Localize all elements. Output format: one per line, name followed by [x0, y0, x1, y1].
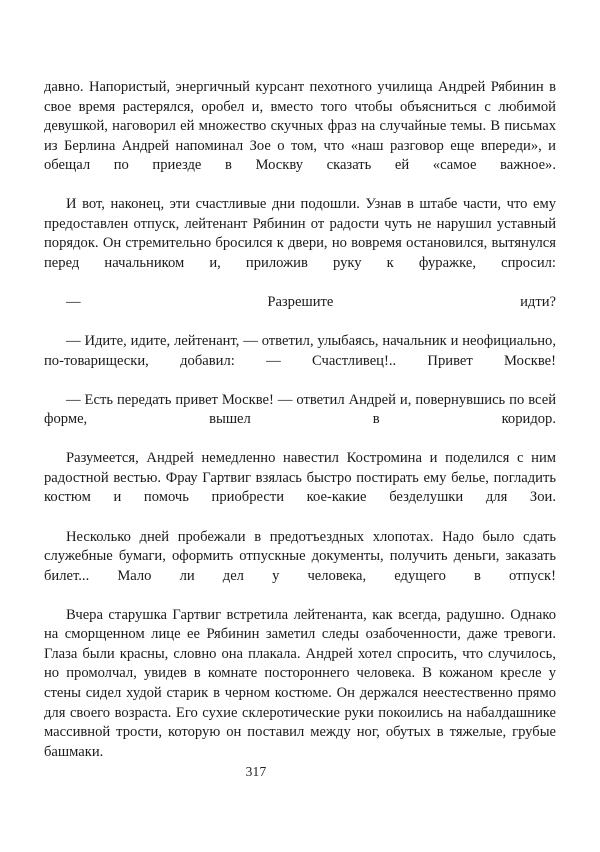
paragraph-1: давно. Напористый, энергичный курсант пехотного училища Андрей Рябинин в свое время растерялся, оробел и, вместо того чтобы объясниться с любимой девушкой, наговорил ей множество скучных фраз на случайные темы. В письмах из Берлина Андрей напоминал Зое о том, что «наш разговор еще впереди», и обещал по приезде в Москву сказать ей «самое важное».	[44, 79, 556, 174]
paragraph-2: И вот, наконец, эти счастливые дни подошли. Узнав в штабе части, что ему предоставлен отпуск, лейтенант Рябинин от радости чуть не нарушил уставный порядок. Он стремительно бросился к двери, но вовремя остановился, вытянулся перед начальником и, приложив руку к фуражке, спросил:	[44, 196, 556, 271]
dialogue-line-3: — Есть передать привет Москве! — ответил Андрей и, повернувшись по всей форме, вышел в коридор.	[44, 391, 556, 428]
dialogue-line-1: — Разрешите идти?	[66, 294, 556, 311]
page-text-block	[44, 78, 556, 782]
paragraph-4: Несколько дней пробежали в предотъездных хлопотах. Надо было сдать служебные бумаги, оформить отпускные документы, получить деньги, заказать билет... Мало ли дел у человека, едущего в отпуск!	[44, 528, 556, 584]
paragraph-3: Разумеется, Андрей немедленно навестил Костромина и поделился с ним радостной вестью. Фрау Гартвиг взялась быстро постирать ему белье, погладить костюм и помочь приобрести кое-какие безделушки для Зои.	[44, 450, 556, 506]
paragraph-5: Вчера старушка Гартвиг встретила лейтенанта, как всегда, радушно. Однако на сморщенном лице ее Рябинин заметил следы озабоченности, даже тревоги. Глаза были красны, словно она плакала. Андрей хотел спросить, что случилось, но промолчал, увидев в комнате постороннего человека. В кожаном кресле у стены сидел худой старик в черном костюме. Он держался неестественно прямо для своего возраста. Его сухие склеротические руки покоились на набалдашнике массивной трости, которую он поставил между ног, обутых в тяжелые, грубые башмаки.	[44, 606, 556, 760]
page-number: 317	[245, 764, 267, 779]
dialogue-line-2: — Идите, идите, лейтенант, — ответил, улыбаясь, начальник и неофициально, по-товарищески, добавил: — Счастливец!.. Привет Москве!	[44, 333, 556, 369]
